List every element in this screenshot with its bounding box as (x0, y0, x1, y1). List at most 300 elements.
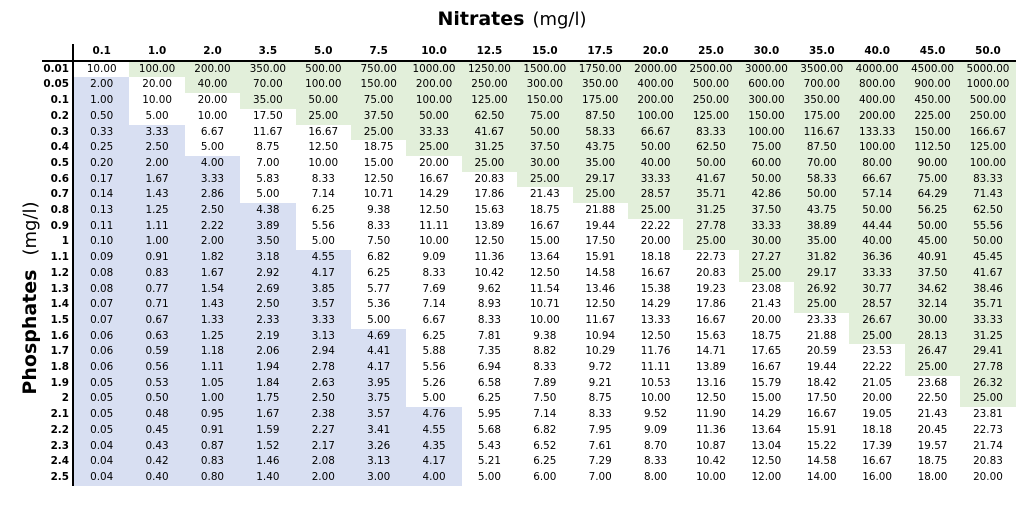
table-cell: 1.11 (129, 219, 184, 235)
row-header: 0.7 (42, 187, 73, 203)
table-cell: 0.11 (73, 219, 129, 235)
table-cell: 8.33 (296, 172, 351, 188)
row-header: 1.1 (42, 250, 73, 266)
table-cell: 21.88 (573, 203, 628, 219)
table-cell: 10.00 (129, 93, 184, 109)
table-cell: 4000.00 (849, 61, 904, 78)
table-cell: 1.05 (185, 376, 240, 392)
row-header: 0.5 (42, 156, 73, 172)
table-cell: 4.41 (351, 344, 406, 360)
table-cell: 20.45 (905, 423, 960, 439)
table-cell: 14.29 (739, 407, 794, 423)
table-row (42, 93, 1016, 109)
table-cell: 5.00 (129, 109, 184, 125)
table-cell: 7.35 (462, 344, 517, 360)
table-cell: 14.71 (683, 344, 738, 360)
table-cell: 17.50 (794, 391, 849, 407)
table-row (42, 140, 1016, 156)
table-cell: 83.33 (960, 172, 1015, 188)
table-cell: 10.00 (517, 313, 572, 329)
row-header: 1 (42, 234, 73, 250)
table-cell: 2.78 (296, 360, 351, 376)
table-row (42, 266, 1016, 282)
table-cell: 3.57 (296, 297, 351, 313)
column-header: 0.1 (73, 44, 129, 61)
table-cell: 5.00 (185, 140, 240, 156)
table-cell: 4.55 (296, 250, 351, 266)
table-cell: 7.14 (406, 297, 461, 313)
table-cell: 1.67 (129, 172, 184, 188)
table-cell: 50.00 (296, 93, 351, 109)
table-cell: 1.33 (185, 313, 240, 329)
table-cell: 18.00 (905, 470, 960, 486)
row-header: 0.6 (42, 172, 73, 188)
table-cell: 133.33 (849, 125, 904, 141)
table-cell: 1500.00 (517, 61, 572, 78)
table-cell: 23.53 (849, 344, 904, 360)
table-row (42, 250, 1016, 266)
table-cell: 38.46 (960, 282, 1015, 298)
table-cell: 7.29 (573, 454, 628, 470)
table-cell: 2.50 (240, 297, 295, 313)
table-cell: 5.56 (296, 219, 351, 235)
table-cell: 16.67 (739, 360, 794, 376)
table-cell: 4.76 (406, 407, 461, 423)
table-row (42, 282, 1016, 298)
row-header: 0.05 (42, 77, 73, 93)
table-cell: 17.65 (739, 344, 794, 360)
table-cell: 12.50 (573, 297, 628, 313)
table-cell: 0.17 (73, 172, 129, 188)
table-cell: 3.75 (351, 391, 406, 407)
table-cell: 11.54 (517, 282, 572, 298)
table-cell: 1.59 (240, 423, 295, 439)
ylabel-unit: (mg/l) (20, 201, 41, 256)
table-cell: 25.00 (628, 203, 683, 219)
table-cell: 35.00 (573, 156, 628, 172)
table-cell: 64.29 (905, 187, 960, 203)
table-cell: 8.75 (573, 391, 628, 407)
table-cell: 25.00 (351, 125, 406, 141)
row-header: 1.6 (42, 329, 73, 345)
column-header-row (42, 44, 1016, 61)
table-cell: 0.04 (73, 454, 129, 470)
table-cell: 4.00 (185, 156, 240, 172)
table-cell: 2.69 (240, 282, 295, 298)
table-cell: 7.00 (240, 156, 295, 172)
table-row (42, 313, 1016, 329)
table-cell: 10.29 (573, 344, 628, 360)
table-cell: 37.50 (517, 140, 572, 156)
table-cell: 27.27 (739, 250, 794, 266)
table-cell: 10.71 (517, 297, 572, 313)
table-cell: 20.00 (406, 156, 461, 172)
table-cell: 23.08 (739, 282, 794, 298)
table-cell: 62.50 (960, 203, 1015, 219)
table-cell: 13.89 (683, 360, 738, 376)
table-cell: 1.94 (240, 360, 295, 376)
table-cell: 22.22 (628, 219, 683, 235)
table-cell: 26.92 (794, 282, 849, 298)
table-cell: 1.67 (240, 407, 295, 423)
table-cell: 1.25 (129, 203, 184, 219)
column-header: 10.0 (406, 44, 461, 61)
table-cell: 18.42 (794, 376, 849, 392)
table-cell: 58.33 (794, 172, 849, 188)
table-cell: 20.00 (960, 470, 1015, 486)
table-cell: 17.50 (573, 234, 628, 250)
table-cell: 90.00 (905, 156, 960, 172)
table-cell: 6.82 (351, 250, 406, 266)
table-cell: 50.00 (849, 203, 904, 219)
table-cell: 6.82 (517, 423, 572, 439)
table-cell: 25.00 (683, 234, 738, 250)
column-header: 15.0 (517, 44, 572, 61)
table-cell: 19.05 (849, 407, 904, 423)
table-cell: 6.25 (351, 266, 406, 282)
table-cell: 0.20 (73, 156, 129, 172)
table-cell: 3.85 (296, 282, 351, 298)
table-cell: 2.50 (296, 391, 351, 407)
table-cell: 0.67 (129, 313, 184, 329)
table-cell: 17.86 (683, 297, 738, 313)
table-cell: 1.00 (129, 234, 184, 250)
table-cell: 0.83 (129, 266, 184, 282)
table-row (42, 423, 1016, 439)
table-cell: 2.08 (296, 454, 351, 470)
table-cell: 1000.00 (406, 61, 461, 78)
table-cell: 37.50 (351, 109, 406, 125)
table-cell: 11.36 (683, 423, 738, 439)
table-row (42, 329, 1016, 345)
table-cell: 12.50 (351, 172, 406, 188)
table-cell: 15.63 (462, 203, 517, 219)
table-cell: 7.14 (517, 407, 572, 423)
table-cell: 23.33 (794, 313, 849, 329)
table-cell: 35.00 (240, 93, 295, 109)
table-cell: 17.50 (240, 109, 295, 125)
table-cell: 13.33 (628, 313, 683, 329)
table-cell: 9.62 (462, 282, 517, 298)
table-cell: 20.83 (960, 454, 1015, 470)
table-cell: 43.75 (573, 140, 628, 156)
table-cell: 70.00 (240, 77, 295, 93)
table-cell: 31.25 (683, 203, 738, 219)
table-cell: 6.94 (462, 360, 517, 376)
title-main: Nitrates (437, 8, 525, 30)
ratio-table (42, 44, 1016, 486)
table-cell: 0.95 (185, 407, 240, 423)
table-cell: 14.58 (573, 266, 628, 282)
table-cell: 500.00 (960, 93, 1015, 109)
table-cell: 12.50 (406, 203, 461, 219)
table-cell: 8.00 (628, 470, 683, 486)
table-cell: 9.09 (628, 423, 683, 439)
table-cell: 43.75 (794, 203, 849, 219)
table-cell: 3.89 (240, 219, 295, 235)
table-cell: 50.00 (683, 156, 738, 172)
table-cell: 500.00 (683, 77, 738, 93)
table-cell: 2500.00 (683, 61, 738, 78)
table-cell: 0.05 (73, 407, 129, 423)
table-cell: 16.67 (406, 172, 461, 188)
table-cell: 7.69 (406, 282, 461, 298)
table-cell: 45.45 (960, 250, 1015, 266)
table-cell: 80.00 (849, 156, 904, 172)
table-cell: 5.00 (351, 313, 406, 329)
row-header: 2 (42, 391, 73, 407)
table-cell: 9.09 (406, 250, 461, 266)
table-cell: 62.50 (462, 109, 517, 125)
table-cell: 21.74 (960, 439, 1015, 455)
table-cell: 6.58 (462, 376, 517, 392)
table-cell: 33.33 (406, 125, 461, 141)
table-row (42, 187, 1016, 203)
table-cell: 0.10 (73, 234, 129, 250)
table-cell: 6.25 (406, 329, 461, 345)
table-cell: 2.17 (296, 439, 351, 455)
column-header: 5.0 (296, 44, 351, 61)
table-cell: 41.67 (960, 266, 1015, 282)
table-cell: 11.67 (240, 125, 295, 141)
table-cell: 10.00 (628, 391, 683, 407)
table-cell: 2.19 (240, 329, 295, 345)
table-cell: 75.00 (739, 140, 794, 156)
table-cell: 25.00 (462, 156, 517, 172)
table-cell: 0.07 (73, 297, 129, 313)
table-cell: 8.33 (351, 219, 406, 235)
table-cell: 10.00 (73, 61, 129, 78)
table-cell: 50.00 (739, 172, 794, 188)
table-cell: 2.22 (185, 219, 240, 235)
table-cell: 44.44 (849, 219, 904, 235)
table-cell: 750.00 (351, 61, 406, 78)
table-cell: 34.62 (905, 282, 960, 298)
column-header: 1.0 (129, 44, 184, 61)
table-cell: 250.00 (462, 77, 517, 93)
table-cell: 75.00 (351, 93, 406, 109)
table-cell: 300.00 (517, 77, 572, 93)
table-cell: 12.50 (683, 391, 738, 407)
table-cell: 55.56 (960, 219, 1015, 235)
table-cell: 3000.00 (739, 61, 794, 78)
table-cell: 400.00 (849, 93, 904, 109)
table-cell: 33.33 (849, 266, 904, 282)
table-row (42, 454, 1016, 470)
column-header: 45.0 (905, 44, 960, 61)
table-cell: 116.67 (794, 125, 849, 141)
table-cell: 11.36 (462, 250, 517, 266)
table-cell: 15.00 (351, 156, 406, 172)
table-cell: 50.00 (794, 187, 849, 203)
table-cell: 12.50 (739, 454, 794, 470)
table-cell: 0.83 (185, 454, 240, 470)
table-cell: 5.77 (351, 282, 406, 298)
table-cell: 2.50 (185, 203, 240, 219)
table-cell: 20.83 (462, 172, 517, 188)
table-row (42, 470, 1016, 486)
table-row (42, 125, 1016, 141)
table-cell: 35.71 (683, 187, 738, 203)
table-cell: 225.00 (905, 109, 960, 125)
table-cell: 10.94 (573, 329, 628, 345)
table-cell: 1.43 (185, 297, 240, 313)
table-cell: 3.00 (351, 470, 406, 486)
table-cell: 4500.00 (905, 61, 960, 78)
table-cell: 6.25 (462, 391, 517, 407)
table-cell: 5000.00 (960, 61, 1015, 78)
table-cell: 0.42 (129, 454, 184, 470)
table-cell: 11.11 (628, 360, 683, 376)
table-cell: 19.23 (683, 282, 738, 298)
table-cell: 30.00 (517, 156, 572, 172)
table-cell: 200.00 (406, 77, 461, 93)
table-cell: 12.50 (628, 329, 683, 345)
table-cell: 23.81 (960, 407, 1015, 423)
table-cell: 1.00 (185, 391, 240, 407)
table-cell: 7.00 (573, 470, 628, 486)
table-cell: 3.33 (185, 172, 240, 188)
table-cell: 3.13 (351, 454, 406, 470)
table-cell: 11.76 (628, 344, 683, 360)
table-cell: 87.50 (794, 140, 849, 156)
table-cell: 20.00 (628, 234, 683, 250)
table-cell: 8.33 (406, 266, 461, 282)
table-cell: 2.94 (296, 344, 351, 360)
table-cell: 1.46 (240, 454, 295, 470)
table-cell: 18.18 (849, 423, 904, 439)
table-cell: 6.52 (517, 439, 572, 455)
table-cell: 7.81 (462, 329, 517, 345)
table-cell: 2.00 (185, 234, 240, 250)
table-cell: 125.00 (683, 109, 738, 125)
table-cell: 7.50 (351, 234, 406, 250)
table-cell: 21.43 (517, 187, 572, 203)
table-cell: 29.17 (573, 172, 628, 188)
table-cell: 100.00 (739, 125, 794, 141)
table-cell: 9.38 (351, 203, 406, 219)
table-cell: 13.64 (517, 250, 572, 266)
table-cell: 15.63 (683, 329, 738, 345)
table-cell: 50.00 (517, 125, 572, 141)
table-cell: 10.53 (628, 376, 683, 392)
table-cell: 29.41 (960, 344, 1015, 360)
table-cell: 17.86 (462, 187, 517, 203)
row-header: 0.1 (42, 93, 73, 109)
table-cell: 9.38 (517, 329, 572, 345)
table-cell: 70.00 (794, 156, 849, 172)
table-cell: 19.44 (794, 360, 849, 376)
table-cell: 15.91 (573, 250, 628, 266)
table-cell: 5.00 (406, 391, 461, 407)
table-cell: 3.57 (351, 407, 406, 423)
table-cell: 32.14 (905, 297, 960, 313)
table-cell: 87.50 (573, 109, 628, 125)
table-cell: 42.86 (739, 187, 794, 203)
table-cell: 10.00 (185, 109, 240, 125)
table-cell: 0.25 (73, 140, 129, 156)
table-cell: 7.61 (573, 439, 628, 455)
table-cell: 3.13 (296, 329, 351, 345)
row-header: 2.4 (42, 454, 73, 470)
table-cell: 35.71 (960, 297, 1015, 313)
table-cell: 0.05 (73, 376, 129, 392)
table-cell: 11.67 (573, 313, 628, 329)
row-header: 1.4 (42, 297, 73, 313)
row-header: 2.5 (42, 470, 73, 486)
table-cell: 112.50 (905, 140, 960, 156)
table-cell: 10.87 (683, 439, 738, 455)
column-header: 12.5 (462, 44, 517, 61)
table-cell: 4.00 (406, 470, 461, 486)
table-row (42, 391, 1016, 407)
table-cell: 8.33 (517, 360, 572, 376)
table-cell: 28.57 (849, 297, 904, 313)
table-cell: 22.73 (960, 423, 1015, 439)
table-cell: 50.00 (628, 140, 683, 156)
table-cell: 0.91 (129, 250, 184, 266)
table-cell: 700.00 (794, 77, 849, 93)
table-cell: 4.17 (296, 266, 351, 282)
table-cell: 75.00 (517, 109, 572, 125)
row-header: 2.3 (42, 439, 73, 455)
table-cell: 20.00 (849, 391, 904, 407)
table-cell: 75.00 (905, 172, 960, 188)
table-cell: 4.55 (406, 423, 461, 439)
table-cell: 100.00 (849, 140, 904, 156)
table-corner (42, 44, 73, 61)
table-cell: 21.88 (794, 329, 849, 345)
table-cell: 20.00 (185, 93, 240, 109)
column-header: 40.0 (849, 44, 904, 61)
column-header: 35.0 (794, 44, 849, 61)
table-cell: 150.00 (905, 125, 960, 141)
table-cell: 0.80 (185, 470, 240, 486)
row-header: 0.3 (42, 125, 73, 141)
table-cell: 25.00 (960, 391, 1015, 407)
table-cell: 15.00 (739, 391, 794, 407)
chart-title (0, 8, 1024, 30)
table-cell: 800.00 (849, 77, 904, 93)
table-cell: 16.00 (849, 470, 904, 486)
row-header: 0.2 (42, 109, 73, 125)
table-cell: 1000.00 (960, 77, 1015, 93)
table-cell: 8.33 (573, 407, 628, 423)
table-cell: 35.00 (794, 234, 849, 250)
table-cell: 27.78 (683, 219, 738, 235)
table-cell: 30.00 (905, 313, 960, 329)
table-cell: 11.11 (406, 219, 461, 235)
table-cell: 57.14 (849, 187, 904, 203)
table-cell: 600.00 (739, 77, 794, 93)
table-row (42, 234, 1016, 250)
table-cell: 0.14 (73, 187, 129, 203)
row-header: 0.9 (42, 219, 73, 235)
table-cell: 25.00 (739, 266, 794, 282)
table-cell: 7.95 (573, 423, 628, 439)
table-cell: 15.91 (794, 423, 849, 439)
table-cell: 15.22 (794, 439, 849, 455)
table-cell: 2.00 (296, 470, 351, 486)
table-cell: 100.00 (406, 93, 461, 109)
table-cell: 62.50 (683, 140, 738, 156)
table-row (42, 61, 1016, 78)
table-cell: 30.77 (849, 282, 904, 298)
table-cell: 5.00 (462, 470, 517, 486)
table-cell: 1.40 (240, 470, 295, 486)
table-cell: 18.75 (905, 454, 960, 470)
table-row (42, 219, 1016, 235)
